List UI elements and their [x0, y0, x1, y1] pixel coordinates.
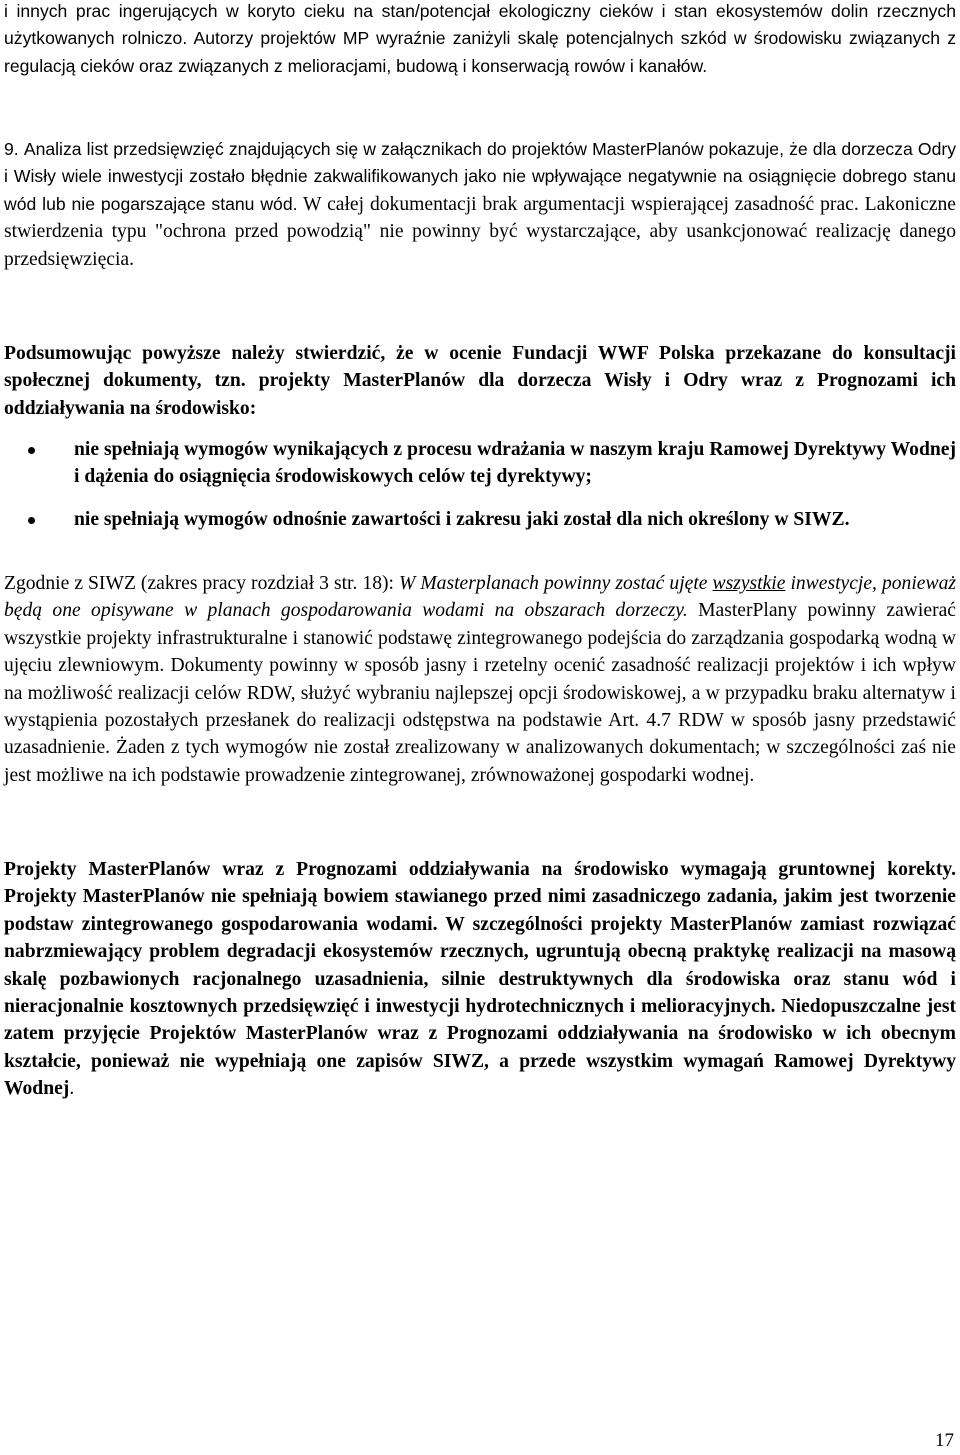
conclusion-list [4, 436, 956, 533]
paragraph-final-conclusion [4, 856, 956, 1103]
final-conclusion-text: Projekty MasterPlanów wraz z Prognozami oddziaływania na środowisko wymagają gruntownej korekty. Projekty MasterPlanów nie spełniają bowiem stawianego przed nimi zasadniczego zadania, jakim jest tworzenie podstaw zintegrowanego gospodarowania wodami. W szczególności projekty MasterPlanów zamiast rozwiązać nabrzmiewający problem degradacji ekosystemów rzecznych, ugruntują obecną praktykę realizacji na masową skalę pozbawionych racjonalnego uzasadnienia, silnie destruktywnych dla środowiska oraz stanu wód i nieracjonalnie kosztownych przedsięwzięć i inwestycji hydrotechnicznych i melioracyjnych. Niedopuszczalne jest zatem przyjęcie Projektów MasterPlanów wraz z Prognozami oddziaływania na środowisko w ich obecnym kształcie, ponieważ nie wypełniają one zapisów SIWZ, a przede wszystkim wymagań Ramowej Dyrektywy Wodnej [4, 859, 956, 1100]
paragraph-point-9-serif: W całej dokumentacji brak argumentacji wspierającej zasadność prac. Lakoniczne stwierdzenia typu "ochrona przed powodzią" nie powinny być wystarczające, aby usankcjonować realizację danego przedsięwzięcia. [4, 193, 957, 270]
paragraph-regulation-impact: i innych prac ingerujących w koryto cieku na stan/potencjał ekologiczny cieków i stan ekosystemów dolin rzecznych użytkowanych rolniczo. Autorzy projektów MP wyraźnie zaniżyli skalę potencjalnych szkód w środowisku związanych z regulacją cieków oraz związanych z melioracjami, budową i konserwacją rowów i kanałów. [4, 1, 956, 76]
paragraph-summary: Podsumowując powyższe należy stwierdzić, że w ocenie Fundacji WWF Polska przekazane do konsultacji społecznej dokumenty, tzn. projekty MasterPlanów dla dorzecza Wisły i Odry wraz z Prognozami ich oddziaływania na środowisko: [4, 343, 956, 419]
siwz-quote-part2: inwestycje, ponieważ będą one opisywane w planach gospodarowania wodami na obszarach dorzeczy. [4, 573, 956, 622]
paragraph-point-9 [4, 136, 956, 273]
list-item-text: nie spełniają wymogów wynikających z procesu wdrażania w naszym kraju Ramowej Dyrektywy Wodnej i dążenia do osiągnięcia środowiskowych celów tej dyrektywy; [74, 439, 956, 488]
list-item-text: nie spełniają wymogów odnośnie zawartości i zakresu jaki został dla nich określony w SIWZ. [74, 508, 850, 530]
page-number: 17 [935, 1430, 954, 1451]
list-item [4, 436, 956, 491]
siwz-requirements: MasterPlany powinny zawierać wszystkie projekty infrastrukturalne i stanowić podstawę zintegrowanego podejścia do zarządzania gospodarką wodną w ujęciu zlewniowym. Dokumenty powinny w sposób jasny i rzetelny ocenić zasadność realizacji projektów i ich wpływ na możliwość realizacji celów RDW, służyć wybraniu najlepszej opcji środowiskowej, a w przypadku braku alternatyw i wystąpienia pozostałych przesłanek do realizacji odstępstwa na podstawie Art. 4.7 RDW w sposób jasny przedstawić uzasadnienie. Żaden z tych wymogów nie został zrealizowany w analizowanych dokumentach; w szczególności zaś nie jest możliwe na ich podstawie prowadzenie zintegrowanej, zrównoważonej gospodarki wodnej. [4, 600, 956, 786]
bullet-icon [28, 447, 35, 454]
point-number: 9. [4, 139, 19, 159]
siwz-quote-part1: W Masterplanach powinny zostać ujęte [398, 573, 713, 594]
final-period: . [69, 1078, 75, 1100]
siwz-quote-emphasis: wszystkie [712, 573, 786, 594]
bullet-icon [28, 517, 35, 524]
paragraph-point-9-sans: Analiza list przedsięwzięć znajdujących się w załącznikach do projektów MasterPlanów pokazuje, że dla dorzecza Odry i Wisły wiele inwestycji zostało błędnie zakwalifikowanych jako nie wpływające negatywnie na osiągnięcie dobrego stanu wód lub nie pogarszające stanu wód. [4, 139, 957, 214]
paragraph-siwz [4, 570, 956, 789]
list-item [4, 506, 956, 533]
siwz-intro: Zgodnie z SIWZ (zakres pracy rozdział 3 str. 18): [4, 573, 399, 594]
